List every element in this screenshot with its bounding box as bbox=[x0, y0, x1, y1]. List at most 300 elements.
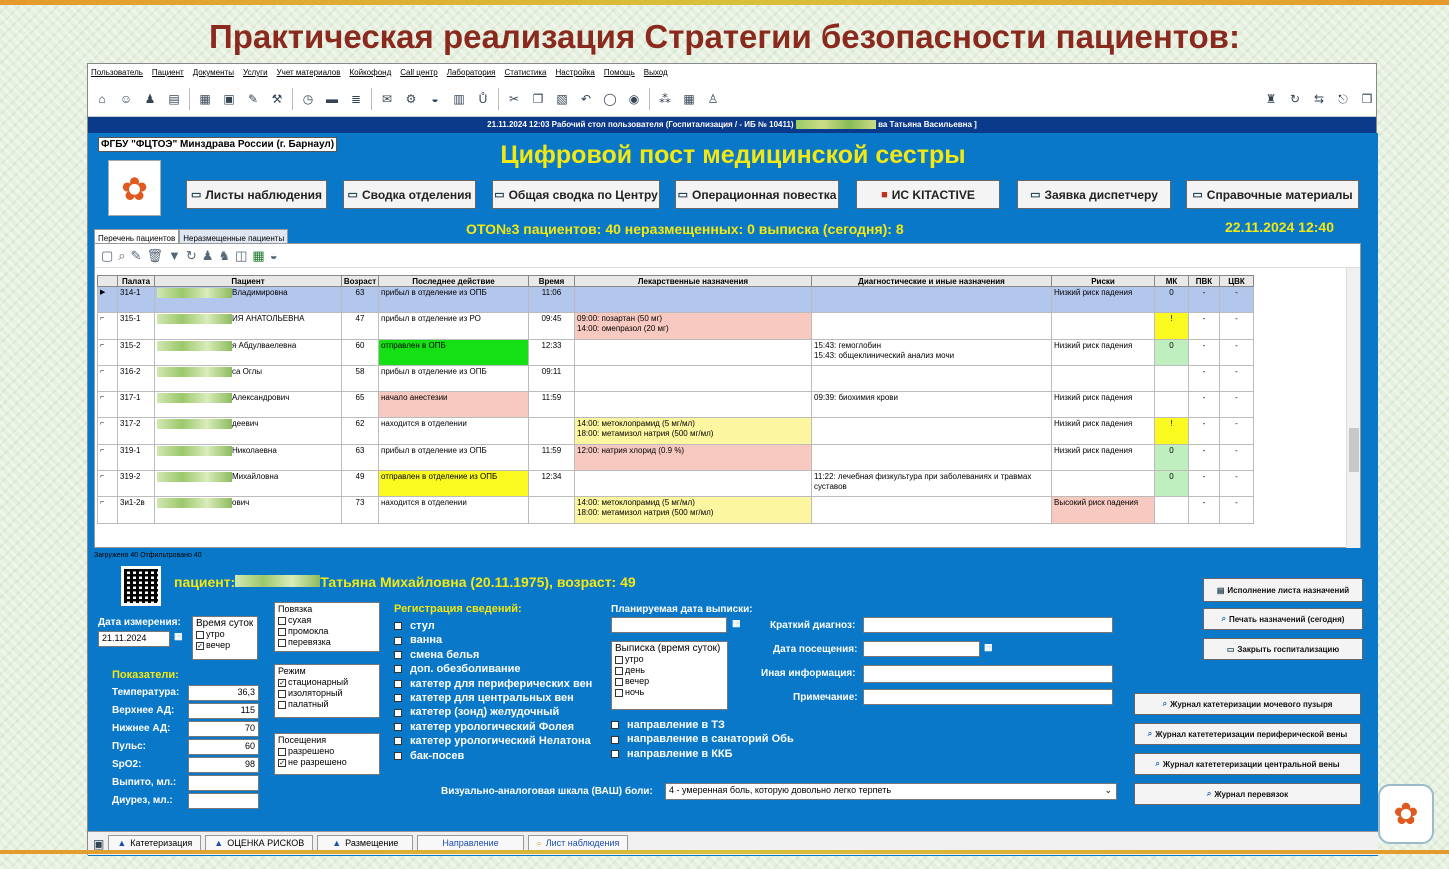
diagnostics-cell: 11:22: лечебная физкультура при заболеваниях и травмах суставов bbox=[812, 471, 1052, 497]
registration-item[interactable] bbox=[394, 677, 592, 691]
patient-name: Александрович bbox=[232, 393, 290, 403]
last-action-cell: начало анестезии bbox=[379, 392, 529, 418]
button-label: Журнал катететеризации центральной вены bbox=[1162, 759, 1340, 769]
patient-header bbox=[174, 574, 636, 590]
indicator-label: SpO2: bbox=[112, 759, 142, 770]
indicator-label: Диурез, мл.: bbox=[112, 795, 173, 806]
network-icon[interactable]: ⇆ bbox=[1313, 91, 1325, 106]
pain-scale-select[interactable] bbox=[665, 783, 1117, 800]
risk-cell bbox=[1052, 365, 1155, 391]
patient-cell bbox=[155, 497, 342, 523]
cvk-cell: - bbox=[1220, 287, 1254, 313]
dressings-journal-button[interactable] bbox=[1134, 783, 1361, 805]
age-cell: 65 bbox=[342, 392, 379, 418]
mk-cell: 0 bbox=[1155, 339, 1189, 365]
column-header[interactable]: Последнее действие bbox=[379, 276, 529, 287]
refresh-icon[interactable]: ↻ bbox=[185, 247, 197, 263]
refresh-icon[interactable]: ◯ bbox=[603, 91, 617, 106]
cut-icon[interactable]: ✂ bbox=[508, 91, 520, 106]
diagnostics-cell bbox=[812, 444, 1052, 470]
table-row[interactable] bbox=[98, 444, 1254, 470]
print-prescriptions-button[interactable] bbox=[1203, 608, 1363, 630]
time-cell: 11:59 bbox=[529, 444, 575, 470]
central-vein-journal-button[interactable] bbox=[1134, 753, 1361, 775]
menu-item[interactable]: Выход bbox=[643, 68, 668, 77]
menu-item[interactable]: Помощь bbox=[603, 68, 635, 77]
age-cell: 49 bbox=[342, 471, 379, 497]
cvk-cell: - bbox=[1220, 339, 1254, 365]
excel-icon[interactable]: ▦ bbox=[252, 247, 265, 263]
paste-icon[interactable]: ▧ bbox=[556, 91, 568, 106]
drive-icon[interactable]: ◒ bbox=[269, 248, 278, 263]
column-header[interactable]: ЦВК bbox=[1220, 276, 1254, 287]
table-row[interactable] bbox=[98, 471, 1254, 497]
reload-icon[interactable]: ↻ bbox=[1289, 91, 1301, 106]
last-action-cell: прибыл в отделение из ОПБ bbox=[379, 444, 529, 470]
menu-item[interactable]: Услуги bbox=[242, 68, 268, 77]
checkbox[interactable] bbox=[394, 723, 402, 731]
checkbox[interactable] bbox=[615, 689, 623, 697]
blurred-name bbox=[157, 472, 232, 482]
patient-prefix: пациент: bbox=[174, 574, 236, 590]
menu-item[interactable]: Настройка bbox=[555, 68, 595, 77]
column-header[interactable]: Лекарственные назначения bbox=[575, 276, 812, 287]
age-cell: 58 bbox=[342, 365, 379, 391]
table-row[interactable] bbox=[98, 313, 1254, 339]
bed-icon[interactable]: ▬ bbox=[326, 91, 338, 106]
scroll-thumb[interactable] bbox=[1349, 428, 1359, 472]
registration-item[interactable] bbox=[394, 720, 592, 734]
checkbox[interactable] bbox=[615, 678, 623, 686]
tools-icon[interactable]: ⚒ bbox=[271, 91, 283, 106]
other-info-label: Иная информация: bbox=[761, 668, 856, 679]
room-cell: 319-1 bbox=[118, 444, 155, 470]
calendar-icon[interactable]: ▦ bbox=[732, 618, 741, 628]
menu-item[interactable]: Пациент bbox=[151, 68, 184, 77]
vertical-scrollbar[interactable] bbox=[1346, 268, 1360, 548]
grid-status: Загружено 40 Отфильтровано 40 bbox=[94, 552, 202, 559]
document-icon[interactable]: ▦ bbox=[199, 91, 211, 106]
menu-item[interactable]: Койкофонд bbox=[349, 68, 392, 77]
search-icon[interactable]: ⌕ bbox=[118, 247, 126, 263]
checkbox[interactable] bbox=[394, 752, 402, 760]
diagnostics-cell: 15:43: гемоглобин 15:43: общеклинический анализ мочи bbox=[812, 339, 1052, 365]
blurred-name bbox=[157, 367, 232, 377]
menu-item[interactable]: Статистика bbox=[504, 68, 547, 77]
checkbox[interactable] bbox=[394, 709, 402, 717]
cvk-cell: - bbox=[1220, 418, 1254, 444]
filter-icon[interactable]: ▼ bbox=[168, 248, 181, 263]
table-row[interactable] bbox=[98, 497, 1254, 523]
mk-cell: 0 bbox=[1155, 471, 1189, 497]
option-label: изоляторный bbox=[288, 688, 343, 698]
menu-item[interactable]: Учет материалов bbox=[276, 68, 341, 77]
grid-icon[interactable]: ▥ bbox=[453, 91, 465, 106]
button-label: Журнал катетеризации мочевого пузыря bbox=[1170, 699, 1333, 709]
arrow-up-icon: ▲ bbox=[214, 838, 224, 848]
age-cell: 63 bbox=[342, 287, 379, 313]
new-icon[interactable]: ▢ bbox=[101, 247, 114, 263]
separator bbox=[498, 88, 499, 110]
indicator-label: Выпито, мл.: bbox=[112, 777, 177, 788]
option-label: направление в ККБ bbox=[627, 747, 733, 760]
button-label: Операционная повестка bbox=[692, 187, 837, 202]
bottom-decor-line bbox=[0, 850, 1449, 854]
copy-icon[interactable]: ❐ bbox=[532, 91, 544, 106]
calendar-icon[interactable]: ▣ bbox=[223, 91, 235, 106]
mode-ward[interactable] bbox=[278, 699, 376, 710]
nurse-icon[interactable]: ♟ bbox=[201, 247, 214, 263]
last-action-cell: находится в отделении bbox=[379, 418, 529, 444]
table-icon[interactable]: ▦ bbox=[683, 91, 695, 106]
bandage-wet[interactable] bbox=[278, 626, 376, 637]
option-label: не разрешено bbox=[288, 757, 347, 767]
checkbox[interactable]: ✓ bbox=[395, 623, 401, 631]
checkbox[interactable] bbox=[611, 750, 619, 758]
time-option-evening[interactable] bbox=[196, 640, 254, 651]
undo-icon[interactable]: ↶ bbox=[580, 91, 592, 106]
indicator-input[interactable]: 70 bbox=[188, 721, 259, 737]
option-label: смена белья bbox=[410, 648, 480, 661]
search-icon: ⌕ bbox=[1155, 759, 1160, 768]
registration-item[interactable] bbox=[394, 734, 592, 748]
discharge-date-input[interactable] bbox=[611, 617, 727, 633]
diagnostics-cell bbox=[812, 313, 1052, 339]
table-row[interactable] bbox=[98, 418, 1254, 444]
button-label: Журнал перевязок bbox=[1214, 789, 1289, 799]
settings-icon[interactable]: ⚙ bbox=[405, 91, 417, 106]
room-cell: 317-2 bbox=[118, 418, 155, 444]
checkbox[interactable]: ✓ bbox=[395, 637, 401, 645]
monitor-icon[interactable]: ▣ bbox=[93, 836, 105, 851]
table-header bbox=[98, 276, 1254, 287]
mode-isolation[interactable] bbox=[278, 688, 376, 699]
registration-item[interactable] bbox=[394, 705, 592, 719]
operation-agenda-button[interactable] bbox=[675, 180, 839, 209]
button-label: Катетеризация bbox=[130, 838, 193, 848]
drive-icon[interactable]: ◒ bbox=[431, 91, 439, 106]
measure-date-label: Дата измерения: bbox=[98, 617, 181, 628]
discharge-day[interactable] bbox=[615, 665, 724, 676]
bandage-change[interactable] bbox=[278, 637, 376, 648]
checkbox[interactable] bbox=[278, 748, 286, 756]
exit-icon[interactable]: ⎋ bbox=[1338, 91, 1348, 106]
registration-item[interactable] bbox=[394, 633, 592, 647]
patient-name: Татьяна Михайловна (20.11.1975), возраст: 49 bbox=[320, 574, 636, 590]
indicator-input[interactable]: 115 bbox=[188, 703, 259, 719]
age-cell: 60 bbox=[342, 339, 379, 365]
table-row[interactable] bbox=[98, 392, 1254, 418]
time-cell: 11:06 bbox=[529, 287, 575, 313]
visit-date-label: Дата посещения: bbox=[773, 644, 858, 655]
registration-item[interactable] bbox=[394, 662, 592, 676]
arrow-up-icon: ▲ bbox=[332, 838, 342, 848]
checkbox[interactable] bbox=[196, 631, 204, 639]
column-header[interactable]: Риски bbox=[1052, 276, 1155, 287]
menu-item[interactable]: Пользователь bbox=[91, 68, 143, 77]
close-hospitalization-button[interactable] bbox=[1203, 638, 1363, 660]
dispatcher-request-button[interactable] bbox=[1017, 180, 1171, 209]
short-diagnosis-label: Краткий диагноз: bbox=[770, 620, 856, 631]
checkbox[interactable]: ✓ bbox=[279, 679, 285, 687]
room-cell: 315-1 bbox=[118, 313, 155, 339]
discharge-morning[interactable] bbox=[615, 654, 724, 665]
checkbox[interactable] bbox=[278, 701, 286, 709]
chevron-down-icon: ⌄ bbox=[1104, 785, 1112, 795]
column-header[interactable]: ПВК bbox=[1189, 276, 1220, 287]
edit-icon[interactable]: ✎ bbox=[247, 91, 259, 106]
option-label: катетер для центральных вен bbox=[410, 692, 574, 705]
checkbox[interactable] bbox=[615, 656, 623, 664]
row-indicator: ⌐ bbox=[98, 444, 118, 470]
window-icon: ▭ bbox=[677, 189, 688, 201]
list-icon[interactable]: ▤ bbox=[168, 91, 180, 106]
checkbox[interactable] bbox=[278, 617, 286, 625]
measure-date-input[interactable]: 21.11.2024 bbox=[98, 631, 170, 647]
patient-cell bbox=[155, 339, 342, 365]
checkbox[interactable] bbox=[394, 680, 402, 688]
visits-forbidden[interactable] bbox=[278, 757, 376, 768]
checkbox[interactable] bbox=[278, 639, 286, 647]
checkbox[interactable]: ✓ bbox=[279, 759, 285, 767]
option-label: бак-посев bbox=[410, 749, 465, 762]
visits-box bbox=[274, 733, 380, 775]
registration-item[interactable] bbox=[394, 648, 592, 662]
nurse-icon[interactable]: ♟ bbox=[144, 91, 156, 106]
user-icon[interactable]: ♜ bbox=[1265, 91, 1277, 106]
pvk-cell: - bbox=[1189, 471, 1220, 497]
post-title: Цифровой пост медицинской сестры bbox=[500, 141, 966, 169]
patient-name: Владимировна bbox=[232, 288, 288, 298]
user-pc-icon[interactable]: ♙ bbox=[707, 91, 719, 106]
stack-icon[interactable]: ≣ bbox=[350, 91, 362, 106]
note-input[interactable] bbox=[863, 689, 1113, 705]
risk-cell: Высокий риск падения bbox=[1052, 497, 1155, 523]
column-header[interactable]: МК bbox=[1155, 276, 1189, 287]
table-row[interactable] bbox=[98, 339, 1254, 365]
row-indicator: ⌐ bbox=[98, 471, 118, 497]
mk-cell: 0 bbox=[1155, 444, 1189, 470]
pvk-cell: - bbox=[1189, 497, 1220, 523]
checkbox[interactable] bbox=[394, 737, 402, 745]
department-summary-button[interactable] bbox=[343, 180, 476, 209]
option-label: ванна bbox=[410, 634, 443, 647]
trash-icon[interactable]: 🗑 bbox=[146, 247, 163, 263]
center-summary-button[interactable] bbox=[492, 180, 660, 209]
blurred-name bbox=[157, 498, 232, 508]
patient-cell bbox=[155, 444, 342, 470]
search-icon: ⌕ bbox=[1206, 789, 1212, 798]
indicator-input[interactable] bbox=[188, 775, 259, 791]
menu-item[interactable]: Лаборатория bbox=[446, 68, 496, 77]
pvk-cell: - bbox=[1189, 339, 1220, 365]
last-action-cell: отправлен в отделение из ОПБ bbox=[379, 471, 529, 497]
directions-list bbox=[611, 718, 794, 761]
diagnostics-cell bbox=[812, 418, 1052, 444]
indicator-label: Пульс: bbox=[112, 741, 147, 752]
table-row[interactable] bbox=[98, 287, 1254, 313]
list-icon: ▤ bbox=[1216, 585, 1225, 595]
direction-kkb[interactable] bbox=[611, 747, 794, 761]
patient-cell bbox=[155, 287, 342, 313]
checkbox[interactable] bbox=[278, 690, 286, 698]
column-header[interactable]: Возраст bbox=[342, 276, 379, 287]
medications-cell bbox=[575, 365, 812, 391]
app-window bbox=[87, 63, 1377, 855]
patient-details-panel bbox=[88, 563, 1378, 856]
time-cell: 09:11 bbox=[529, 365, 575, 391]
mode-box bbox=[274, 664, 380, 718]
last-action-cell: прибыл в отделение из ОПБ bbox=[379, 287, 529, 313]
search-icon: ⌕ bbox=[1162, 699, 1168, 708]
button-label: Закрыть госпитализацию bbox=[1237, 644, 1340, 654]
mode-inpatient[interactable] bbox=[278, 677, 376, 688]
mk-cell: 0 bbox=[1155, 287, 1189, 313]
column-header[interactable]: Время bbox=[529, 276, 575, 287]
calendar-icon[interactable]: ▦ bbox=[174, 631, 183, 641]
registration-item[interactable] bbox=[394, 691, 592, 705]
pvk-cell: - bbox=[1189, 365, 1220, 391]
medications-cell bbox=[575, 392, 812, 418]
table-row[interactable] bbox=[98, 365, 1254, 391]
checkbox[interactable] bbox=[394, 694, 402, 702]
play-icon[interactable]: ◉ bbox=[628, 91, 640, 106]
blurred-name bbox=[235, 575, 320, 587]
peripheral-vein-journal-button[interactable] bbox=[1134, 723, 1361, 745]
column-header[interactable]: Диагностические и иные назначения bbox=[812, 276, 1052, 287]
option-label: вечер bbox=[206, 640, 231, 650]
edit-icon[interactable]: ✎ bbox=[130, 247, 142, 263]
button-label: Печать назначений (сегодня) bbox=[1229, 614, 1345, 624]
visit-date-input[interactable] bbox=[863, 641, 980, 657]
execute-prescriptions-button[interactable] bbox=[1203, 578, 1363, 602]
syringe-icon[interactable]: Ů bbox=[478, 91, 488, 106]
cvk-cell: - bbox=[1220, 365, 1254, 391]
menu-item[interactable]: Call центр bbox=[400, 68, 438, 77]
direction-sanatorium[interactable] bbox=[611, 732, 794, 746]
corner-logo: ✿ bbox=[1378, 784, 1434, 844]
patient-cell bbox=[155, 392, 342, 418]
blurred-name bbox=[157, 419, 232, 429]
window-icon[interactable]: ❒ bbox=[1361, 91, 1373, 106]
checkbox[interactable] bbox=[611, 721, 619, 729]
top-decor-line bbox=[0, 0, 1449, 5]
search-icon: ⌕ bbox=[1147, 729, 1153, 738]
button-label: Сводка отделения bbox=[361, 187, 472, 202]
column-header[interactable]: Пациент bbox=[155, 276, 342, 287]
patient-name: ович bbox=[232, 498, 250, 508]
risk-cell bbox=[1052, 313, 1155, 339]
button-label: ОЦЕНКА РИСКОВ bbox=[227, 838, 305, 848]
patient-grid-panel bbox=[94, 243, 1361, 548]
registration-item[interactable] bbox=[394, 749, 592, 763]
pvk-cell: - bbox=[1189, 444, 1220, 470]
doctor-icon[interactable]: ♞ bbox=[218, 247, 231, 263]
registration-item[interactable] bbox=[394, 619, 592, 633]
checkbox[interactable]: ✓ bbox=[197, 642, 203, 650]
discharge-night[interactable] bbox=[615, 687, 724, 698]
indicator-input[interactable]: 98 bbox=[188, 757, 259, 773]
patient-cell bbox=[155, 313, 342, 339]
cvk-cell: - bbox=[1220, 392, 1254, 418]
home-icon[interactable]: ⌂ bbox=[98, 91, 106, 106]
other-info-input[interactable] bbox=[863, 665, 1113, 683]
row-indicator: ⌐ bbox=[98, 497, 118, 523]
note-label: Примечание: bbox=[793, 692, 858, 703]
kitactive-button[interactable] bbox=[856, 180, 1000, 209]
bandage-dry[interactable] bbox=[278, 615, 376, 626]
window-icon: ▭ bbox=[1226, 644, 1235, 654]
column-header[interactable]: Палата bbox=[118, 276, 155, 287]
button-label: Лист наблюдения bbox=[545, 838, 620, 848]
mk-cell bbox=[1155, 497, 1189, 523]
patient-icon[interactable]: ☺ bbox=[119, 91, 133, 106]
row-indicator: ⌐ bbox=[98, 365, 118, 391]
menu-item[interactable]: Документы bbox=[192, 68, 234, 77]
visits-allowed[interactable] bbox=[278, 746, 376, 757]
calendar-icon[interactable]: ▦ bbox=[984, 642, 993, 652]
menu-bar bbox=[88, 64, 1376, 81]
risk-cell: Низкий риск падения bbox=[1052, 444, 1155, 470]
pvk-cell: - bbox=[1189, 313, 1220, 339]
search-icon: ⌕ bbox=[1221, 614, 1227, 623]
pvk-cell: - bbox=[1189, 287, 1220, 313]
option-label: разрешено bbox=[288, 746, 335, 756]
time-cell: 11:59 bbox=[529, 392, 575, 418]
direction-tz[interactable] bbox=[611, 718, 794, 732]
short-diagnosis-input[interactable] bbox=[863, 617, 1113, 633]
indicator-input[interactable]: 60 bbox=[188, 739, 259, 755]
option-label: вечер bbox=[625, 676, 650, 686]
mail-icon[interactable]: ✉ bbox=[381, 91, 393, 106]
reference-materials-button[interactable] bbox=[1186, 180, 1359, 209]
option-label: день bbox=[625, 665, 645, 675]
indicator-input[interactable] bbox=[188, 793, 259, 809]
discharge-evening[interactable] bbox=[615, 676, 724, 687]
time-cell: 09:45 bbox=[529, 313, 575, 339]
observation-sheets-button[interactable] bbox=[186, 180, 327, 209]
clock-icon[interactable]: ◷ bbox=[302, 91, 314, 106]
time-option-morning[interactable] bbox=[196, 629, 254, 640]
blurred-name bbox=[157, 393, 232, 403]
time-cell bbox=[529, 497, 575, 523]
option-label: направление в ТЗ bbox=[627, 719, 725, 731]
mk-cell bbox=[1155, 365, 1189, 391]
chart-icon[interactable]: ⁂ bbox=[659, 91, 671, 106]
row-indicator: ⌐ bbox=[98, 313, 118, 339]
last-action-cell: прибыл в отделение из РО bbox=[379, 313, 529, 339]
option-label: стул bbox=[410, 620, 435, 632]
chart-icon[interactable]: ◫ bbox=[235, 247, 248, 263]
mk-cell bbox=[1155, 392, 1189, 418]
indicator-input[interactable]: 36,3 bbox=[188, 685, 259, 701]
option-label: доп. обезболивание bbox=[410, 663, 521, 676]
bladder-catheter-journal-button[interactable] bbox=[1134, 693, 1361, 715]
checkbox[interactable] bbox=[394, 651, 402, 659]
checkbox[interactable] bbox=[615, 667, 623, 675]
qr-code bbox=[121, 566, 161, 606]
checkbox[interactable] bbox=[611, 736, 619, 744]
cvk-cell: - bbox=[1220, 313, 1254, 339]
row-indicator: ⌐ bbox=[98, 392, 118, 418]
checkbox[interactable] bbox=[278, 628, 286, 636]
indicator-label: Верхнее АД: bbox=[112, 705, 175, 716]
box-title: Выписка (время суток) bbox=[615, 643, 721, 654]
checkbox[interactable] bbox=[394, 665, 402, 673]
window-titlebar bbox=[88, 117, 1376, 133]
tab-patient-list[interactable]: Перечень пациентов bbox=[94, 229, 179, 248]
tab-unplaced-patients[interactable]: Неразмещенные пациенты bbox=[179, 229, 288, 248]
